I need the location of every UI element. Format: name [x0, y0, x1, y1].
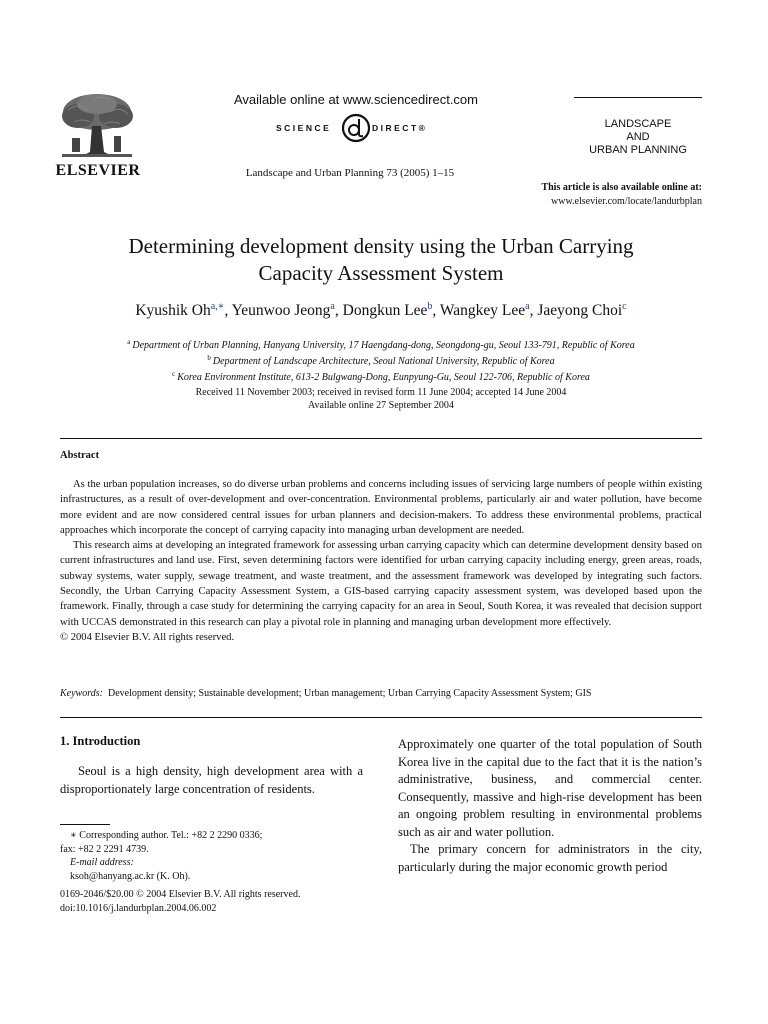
- keywords-label: Keywords:: [60, 688, 103, 699]
- fax-note: fax: +82 2 2291 4739.: [60, 843, 149, 855]
- right-column: [398, 736, 702, 876]
- email-note: [60, 856, 363, 883]
- publication-info: [60, 888, 363, 915]
- email-link[interactable]: ksoh@hanyang.ac.kr (K. Oh).: [70, 870, 191, 882]
- abstract-top-rule: [60, 438, 702, 439]
- author-list: [60, 301, 702, 320]
- author-name: Wangkey Lee: [439, 302, 526, 319]
- author-affiliation-mark[interactable]: a: [525, 301, 530, 312]
- abstract-bottom-rule: [60, 717, 702, 718]
- affiliation-text: Korea Environment Institute, 613-2 Bulgwang-Dong, Eunpyung-Gu, Seoul 122-706, Republic of Korea: [177, 372, 590, 383]
- abstract-copyright: © 2004 Elsevier B.V. All rights reserved.: [60, 631, 235, 643]
- sd-right-word: DIRECT®: [372, 123, 428, 133]
- affiliation-item: [60, 368, 702, 384]
- affiliation-text: Department of Landscape Architecture, Seoul National University, Republic of Korea: [212, 356, 555, 367]
- abstract-heading: Abstract: [60, 450, 100, 461]
- author-separator: ,: [334, 302, 343, 319]
- publisher-name: ELSEVIER: [55, 162, 141, 179]
- paper-title: [60, 233, 702, 287]
- affiliations: [60, 336, 702, 384]
- sd-left-word: SCIENCE: [276, 123, 332, 133]
- affiliation-mark: b: [207, 354, 211, 362]
- doi-link[interactable]: doi:10.1016/j.landurbplan.2004.06.002: [60, 902, 217, 914]
- affiliation-item: [60, 336, 702, 352]
- available-online-text: Available online at www.sciencedirect.com: [234, 92, 478, 107]
- intro-paragraph: Seoul is a high density, high development area with a disproportionately large concentration of residents.: [60, 764, 363, 796]
- paper-title-line: Capacity Assessment System: [258, 261, 504, 285]
- journal-title: [574, 118, 702, 157]
- journal-title-line: URBAN PLANNING: [589, 144, 687, 156]
- sciencedirect-at-icon: [340, 112, 372, 144]
- left-column: [60, 734, 363, 798]
- affiliation-mark: c: [172, 370, 176, 378]
- author-separator: ,: [432, 302, 440, 319]
- author-affiliation-mark[interactable]: b: [427, 301, 433, 312]
- journal-title-line: LANDSCAPE: [604, 118, 672, 130]
- intro-paragraph: Approximately one quarter of the total population of South Korea live in the capital due to the fact that it is the nation’s administrative, business, and commercial center. Consequently, massive and high-rise development has been an ongoing problem resulting in environmental problems such as air and water pollution.: [398, 737, 702, 839]
- also-available-text: This article is also available online at:: [541, 182, 702, 193]
- author-separator: ,: [224, 302, 232, 319]
- author-affiliation-mark[interactable]: c: [622, 301, 627, 312]
- author-affiliation-mark[interactable]: a: [330, 301, 335, 312]
- keywords-text: Development density; Sustainable development; Urban management; Urban Carrying Capacity Assessment System; GIS: [107, 688, 592, 699]
- abstract-body: [60, 477, 702, 645]
- author-name: Kyushik Oh: [135, 302, 211, 319]
- journal-url-link[interactable]: www.elsevier.com/locate/landurbplan: [551, 196, 702, 207]
- journal-reference: Landscape and Urban Planning 73 (2005) 1–15: [245, 167, 455, 179]
- author-name: Jaeyong Choi: [537, 302, 623, 319]
- affiliation-mark: a: [127, 338, 131, 346]
- author-name: Yeunwoo Jeong: [231, 302, 331, 319]
- footnotes: [60, 829, 363, 883]
- author-affiliation-mark[interactable]: a,∗: [210, 301, 225, 312]
- journal-title-rule: [574, 97, 702, 98]
- email-label: E-mail address:: [70, 857, 134, 868]
- section-heading-introduction: 1. Introduction: [60, 734, 141, 748]
- footnote-rule: [60, 824, 110, 825]
- received-dates: Received 11 November 2003; received in revised form 11 June 2004; accepted 14 June 2004: [195, 387, 567, 398]
- paper-title-line: Determining development density using the Urban Carrying: [128, 234, 634, 258]
- abstract-paragraph: This research aims at developing an integrated framework for assessing urban carrying capacity which can determine development density based on current infrastructures and land use. First, seven determining factors were identified for urban carrying capacity including energy, green areas, roads, subway systems, water supply, sewage treatment, and waste treatment, and the assessment framework was developed by integrating such factors. Secondly, the Urban Carrying Capacity Assessment System, a GIS-based carrying capacity assessment system, was developed based upon the framework. Finally, through a case study for determining the carrying capacity for an area in Seoul, South Korea, it was revealed that decision support with UCCAS demonstrated in this research can play a pivotal role in planning and managing urban development more effectively.: [60, 540, 702, 628]
- article-dates: [60, 386, 702, 412]
- affiliation-text: Department of Urban Planning, Hanyang University, 17 Haengdang-dong, Seongdong-gu, Seoul 133-791, Republic of Korea: [132, 340, 635, 351]
- keywords: [60, 688, 702, 699]
- corresponding-author-note: ∗ Corresponding author. Tel.: +82 2 2290 0336;: [70, 830, 263, 841]
- author-separator: ,: [529, 302, 538, 319]
- journal-title-line: AND: [626, 131, 650, 143]
- issn-copyright: 0169-2046/$20.00 © 2004 Elsevier B.V. All rights reserved.: [60, 889, 301, 900]
- abstract-paragraph: As the urban population increases, so do diverse urban problems and concerns including issues of servicing large numbers of people within existing infrastructures, as a result of over-development and over-concentration. Environmental problems, particularly air and water pollution, have become more evident and are now considered central issues for urban planners and decision-makers. To address these environmental problems, practical approaches which incorporate the concept of carrying capacity into managing urban development are needed.: [60, 479, 702, 536]
- affiliation-item: [60, 352, 702, 368]
- author-name: Dongkun Lee: [342, 302, 428, 319]
- online-date: Available online 27 September 2004: [308, 400, 454, 411]
- intro-paragraph: The primary concern for administrators in the city, particularly during the major economic growth period: [398, 842, 702, 874]
